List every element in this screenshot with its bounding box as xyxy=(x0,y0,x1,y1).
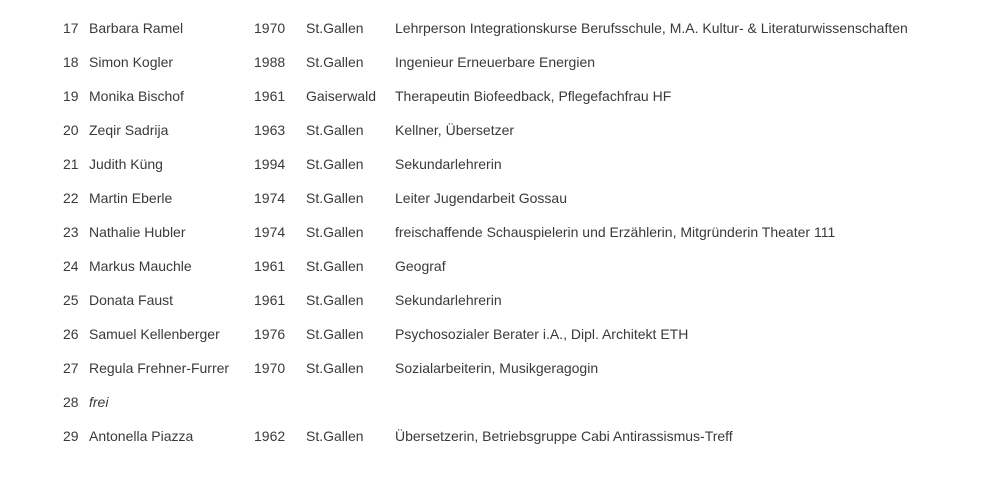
birth-year: 1961 xyxy=(254,88,286,104)
city: St.Gallen xyxy=(306,326,364,342)
birth-year: 1988 xyxy=(254,54,286,70)
candidate-name: Monika Bischof xyxy=(89,88,184,104)
birth-year: 1962 xyxy=(254,428,286,444)
birth-year: 1970 xyxy=(254,20,286,36)
occupation: Leiter Jugendarbeit Gossau xyxy=(395,190,567,206)
city: St.Gallen xyxy=(306,224,364,240)
city: St.Gallen xyxy=(306,428,364,444)
occupation: Geograf xyxy=(395,258,446,274)
city: St.Gallen xyxy=(306,190,364,206)
candidate-row xyxy=(0,79,1000,113)
list-number: 23 xyxy=(63,224,79,240)
list-number: 26 xyxy=(63,326,79,342)
birth-year: 1974 xyxy=(254,224,286,240)
occupation: Psychosozialer Berater i.A., Dipl. Architekt ETH xyxy=(395,326,689,342)
list-number: 24 xyxy=(63,258,79,274)
candidate-name: Nathalie Hubler xyxy=(89,224,186,240)
birth-year: 1970 xyxy=(254,360,286,376)
list-number: 21 xyxy=(63,156,79,172)
candidate-name: Martin Eberle xyxy=(89,190,173,206)
list-number: 17 xyxy=(63,20,79,36)
city: St.Gallen xyxy=(306,20,364,36)
city: St.Gallen xyxy=(306,360,364,376)
occupation: Kellner, Übersetzer xyxy=(395,122,515,138)
list-number: 27 xyxy=(63,360,79,376)
list-number: 28 xyxy=(63,394,79,410)
candidate-row xyxy=(0,283,1000,317)
candidate-row xyxy=(0,351,1000,385)
list-number: 25 xyxy=(63,292,79,308)
occupation: Sekundarlehrerin xyxy=(395,156,502,172)
city: St.Gallen xyxy=(306,292,364,308)
candidate-name: Zeqir Sadrija xyxy=(89,122,169,138)
birth-year: 1974 xyxy=(254,190,286,206)
candidate-name: Barbara Ramel xyxy=(89,20,184,36)
candidate-name: Judith Küng xyxy=(89,156,163,172)
birth-year: 1976 xyxy=(254,326,286,342)
occupation: Ingenieur Erneuerbare Energien xyxy=(395,54,596,70)
candidate-name: Regula Frehner-Furrer xyxy=(89,360,230,376)
occupation: Therapeutin Biofeedback, Pflegefachfrau HF xyxy=(395,88,672,104)
candidate-row xyxy=(0,147,1000,181)
list-number: 29 xyxy=(63,428,79,444)
candidate-name: Donata Faust xyxy=(89,292,174,308)
candidate-row xyxy=(0,11,1000,45)
occupation: Lehrperson Integrationskurse Berufsschule, M.A. Kultur- & Literaturwissenschaften xyxy=(395,20,908,36)
vacant-slot-label: frei xyxy=(89,394,109,410)
list-number: 20 xyxy=(63,122,79,138)
candidate-name: Antonella Piazza xyxy=(89,428,194,444)
candidate-list xyxy=(0,11,1000,453)
city: St.Gallen xyxy=(306,54,364,70)
candidate-row xyxy=(0,317,1000,351)
city: St.Gallen xyxy=(306,258,364,274)
candidate-row xyxy=(0,419,1000,453)
list-number: 22 xyxy=(63,190,79,206)
occupation: Sozialarbeiterin, Musikgeragogin xyxy=(395,360,599,376)
birth-year: 1963 xyxy=(254,122,286,138)
birth-year: 1961 xyxy=(254,292,286,308)
candidate-name: Markus Mauchle xyxy=(89,258,192,274)
occupation: Sekundarlehrerin xyxy=(395,292,502,308)
list-number: 18 xyxy=(63,54,79,70)
city: Gaiserwald xyxy=(306,88,377,104)
list-number: 19 xyxy=(63,88,79,104)
candidate-row xyxy=(0,113,1000,147)
candidate-row xyxy=(0,215,1000,249)
candidate-row xyxy=(0,45,1000,79)
candidate-name: Simon Kogler xyxy=(89,54,174,70)
city: St.Gallen xyxy=(306,122,364,138)
city: St.Gallen xyxy=(306,156,364,172)
occupation: Übersetzerin, Betriebsgruppe Cabi Antirassismus-Treff xyxy=(395,428,733,444)
occupation: freischaffende Schauspielerin und Erzählerin, Mitgründerin Theater 111 xyxy=(395,224,836,240)
birth-year: 1961 xyxy=(254,258,286,274)
candidate-row xyxy=(0,249,1000,283)
candidate-row xyxy=(0,385,1000,419)
candidate-name: Samuel Kellenberger xyxy=(89,326,220,342)
candidate-row xyxy=(0,181,1000,215)
birth-year: 1994 xyxy=(254,156,286,172)
